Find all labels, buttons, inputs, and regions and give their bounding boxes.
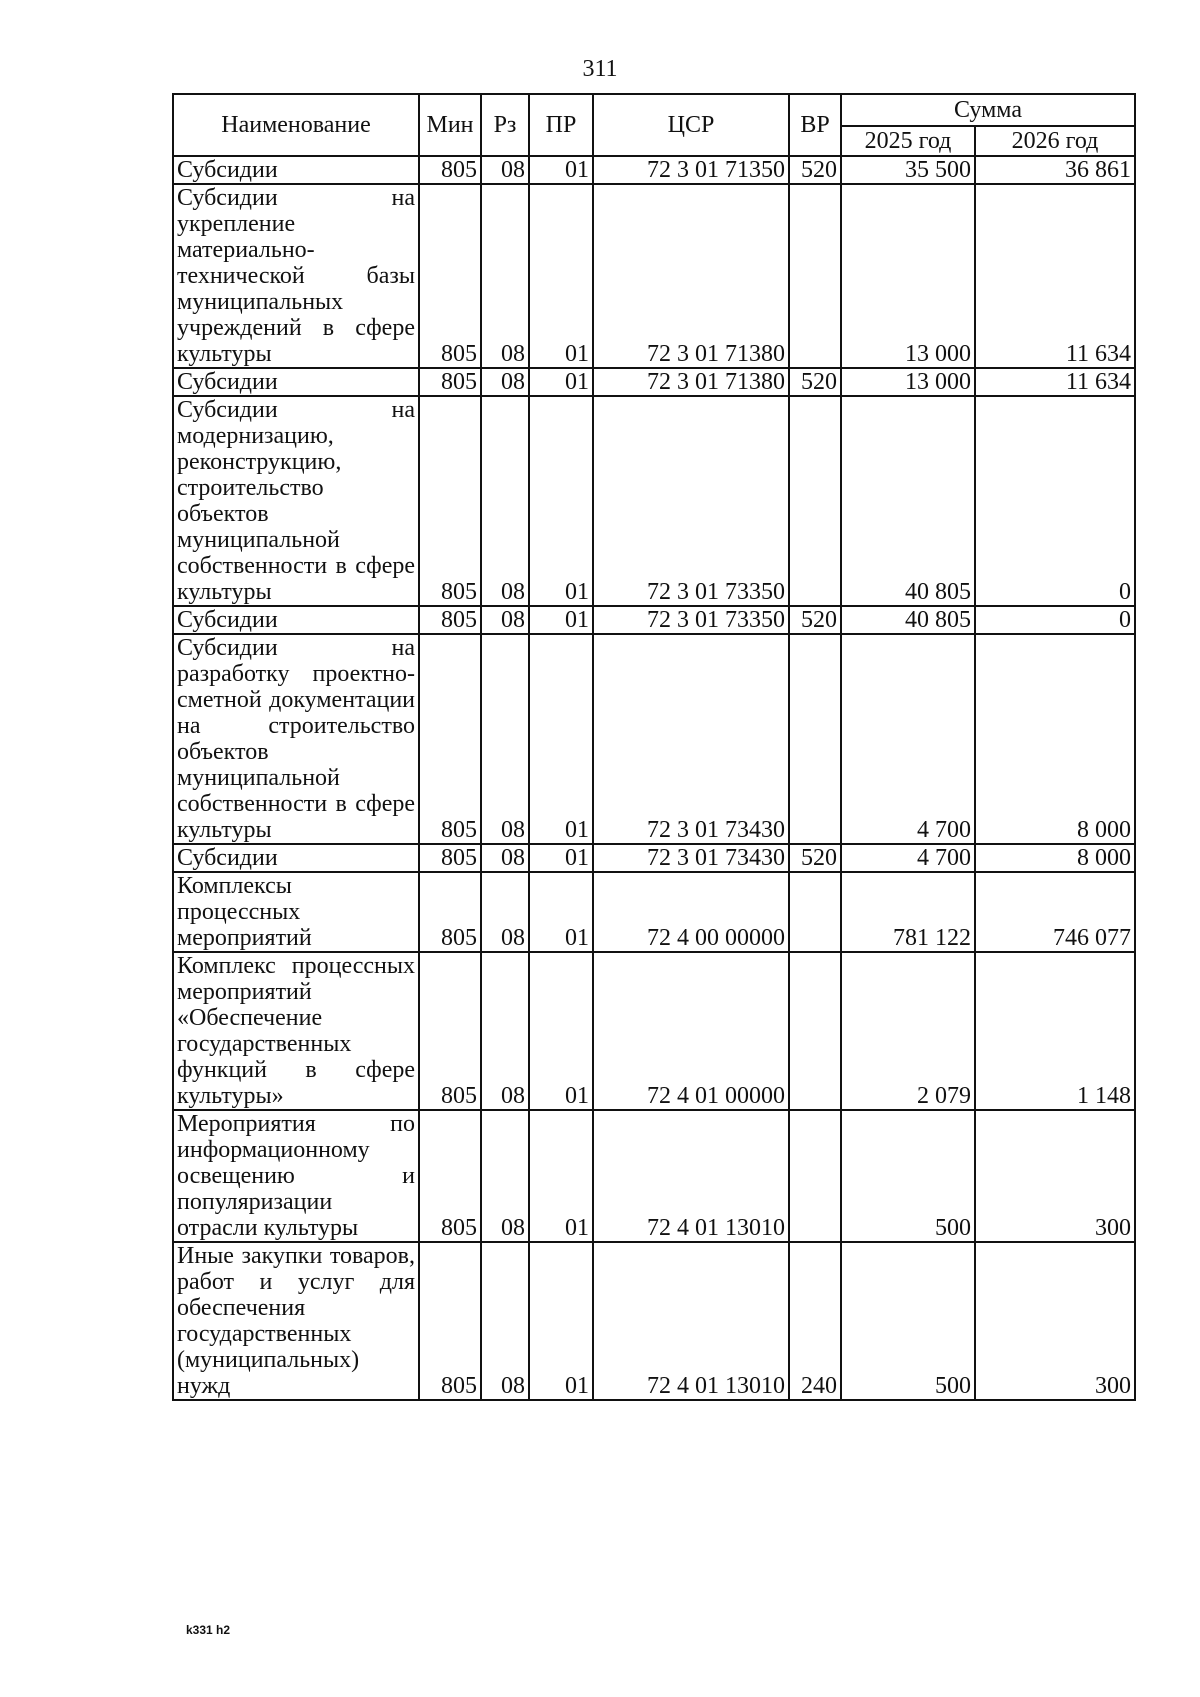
cell-2026: 11 634: [975, 368, 1135, 396]
cell-2025: 500: [841, 1242, 975, 1400]
footer-code: k331 h2: [186, 1623, 231, 1637]
cell-csr: 72 4 01 13010: [593, 1242, 789, 1400]
header-rz: Рз: [481, 94, 529, 156]
table-row: [173, 1110, 1135, 1242]
cell-pr: 01: [529, 606, 593, 634]
cell-rz: 08: [481, 844, 529, 872]
cell-min: 805: [419, 952, 481, 1110]
cell-name: Субсидии: [173, 368, 419, 396]
cell-min: 805: [419, 368, 481, 396]
header-name: Наименование: [173, 94, 419, 156]
cell-pr: 01: [529, 368, 593, 396]
cell-pr: 01: [529, 396, 593, 606]
cell-vr: [789, 872, 841, 952]
cell-min: 805: [419, 844, 481, 872]
cell-csr: 72 3 01 73350: [593, 396, 789, 606]
cell-2025: 500: [841, 1110, 975, 1242]
cell-2025: 35 500: [841, 156, 975, 184]
cell-vr: 520: [789, 368, 841, 396]
cell-pr: 01: [529, 952, 593, 1110]
header-csr: ЦСР: [593, 94, 789, 156]
table-row: [173, 952, 1135, 1110]
table-row: [173, 396, 1135, 606]
cell-min: 805: [419, 634, 481, 844]
cell-min: 805: [419, 872, 481, 952]
cell-name: Субсидии на укрепление материально-технической базы муниципальных учреждений в сфере культуры: [173, 184, 419, 368]
cell-2025: 4 700: [841, 844, 975, 872]
cell-min: 805: [419, 156, 481, 184]
cell-vr: [789, 634, 841, 844]
cell-2025: 40 805: [841, 396, 975, 606]
cell-csr: 72 3 01 73430: [593, 634, 789, 844]
cell-pr: 01: [529, 844, 593, 872]
cell-name: Субсидии на модернизацию, реконструкцию, строительство объектов муниципальной собственности в сфере культуры: [173, 396, 419, 606]
cell-min: 805: [419, 1242, 481, 1400]
cell-2026: 8 000: [975, 844, 1135, 872]
cell-name: Комплекс процессных мероприятий «Обеспечение государственных функций в сфере культуры»: [173, 952, 419, 1110]
cell-rz: 08: [481, 1110, 529, 1242]
cell-2026: 300: [975, 1242, 1135, 1400]
cell-vr: 520: [789, 156, 841, 184]
cell-vr: [789, 952, 841, 1110]
cell-2026: 1 148: [975, 952, 1135, 1110]
cell-csr: 72 4 01 13010: [593, 1110, 789, 1242]
cell-pr: 01: [529, 1110, 593, 1242]
cell-2026: 0: [975, 606, 1135, 634]
cell-csr: 72 3 01 73430: [593, 844, 789, 872]
cell-2026: 11 634: [975, 184, 1135, 368]
cell-csr: 72 4 01 00000: [593, 952, 789, 1110]
cell-2026: 300: [975, 1110, 1135, 1242]
table-row: [173, 156, 1135, 184]
cell-pr: 01: [529, 1242, 593, 1400]
cell-vr: 520: [789, 844, 841, 872]
table-row: [173, 634, 1135, 844]
cell-rz: 08: [481, 634, 529, 844]
cell-rz: 08: [481, 872, 529, 952]
cell-name: Мероприятия по информационному освещению и популяризации отрасли культуры: [173, 1110, 419, 1242]
cell-name: Субсидии на разработку проектно-сметной документации на строительство объектов муниципальной собственности в сфере культуры: [173, 634, 419, 844]
cell-rz: 08: [481, 1242, 529, 1400]
cell-csr: 72 3 01 71350: [593, 156, 789, 184]
cell-name: Иные закупки товаров, работ и услуг для обеспечения государственных (муниципальных) нужд: [173, 1242, 419, 1400]
cell-rz: 08: [481, 396, 529, 606]
cell-vr: 520: [789, 606, 841, 634]
table-row: [173, 606, 1135, 634]
cell-csr: 72 4 00 00000: [593, 872, 789, 952]
page-number: 311: [582, 56, 618, 82]
cell-name: Субсидии: [173, 844, 419, 872]
cell-vr: [789, 184, 841, 368]
cell-csr: 72 3 01 71380: [593, 368, 789, 396]
table-row: [173, 368, 1135, 396]
budget-table: [172, 93, 1136, 1401]
cell-2026: 8 000: [975, 634, 1135, 844]
cell-pr: 01: [529, 634, 593, 844]
cell-rz: 08: [481, 156, 529, 184]
cell-csr: 72 3 01 73350: [593, 606, 789, 634]
cell-vr: [789, 1110, 841, 1242]
header-vr: ВР: [789, 94, 841, 156]
table-row: [173, 1242, 1135, 1400]
cell-min: 805: [419, 184, 481, 368]
cell-2025: 4 700: [841, 634, 975, 844]
cell-2025: 781 122: [841, 872, 975, 952]
cell-rz: 08: [481, 952, 529, 1110]
header-year-2025: 2025 год: [841, 126, 975, 156]
cell-min: 805: [419, 396, 481, 606]
cell-2025: 13 000: [841, 184, 975, 368]
header-min: Мин: [419, 94, 481, 156]
cell-pr: 01: [529, 872, 593, 952]
cell-2025: 40 805: [841, 606, 975, 634]
cell-2026: 36 861: [975, 156, 1135, 184]
cell-vr: [789, 396, 841, 606]
cell-name: Субсидии: [173, 606, 419, 634]
cell-vr: 240: [789, 1242, 841, 1400]
cell-rz: 08: [481, 368, 529, 396]
cell-name: Комплексы процессных мероприятий: [173, 872, 419, 952]
cell-min: 805: [419, 606, 481, 634]
cell-2026: 746 077: [975, 872, 1135, 952]
cell-2026: 0: [975, 396, 1135, 606]
cell-min: 805: [419, 1110, 481, 1242]
table-row: [173, 844, 1135, 872]
table-row: [173, 184, 1135, 368]
cell-rz: 08: [481, 606, 529, 634]
cell-pr: 01: [529, 184, 593, 368]
cell-rz: 08: [481, 184, 529, 368]
header-pr: ПР: [529, 94, 593, 156]
cell-name: Субсидии: [173, 156, 419, 184]
table-row: [173, 872, 1135, 952]
cell-csr: 72 3 01 71380: [593, 184, 789, 368]
cell-pr: 01: [529, 156, 593, 184]
header-sum: Сумма: [841, 94, 1135, 126]
cell-2025: 13 000: [841, 368, 975, 396]
header-year-2026: 2026 год: [975, 126, 1135, 156]
cell-2025: 2 079: [841, 952, 975, 1110]
